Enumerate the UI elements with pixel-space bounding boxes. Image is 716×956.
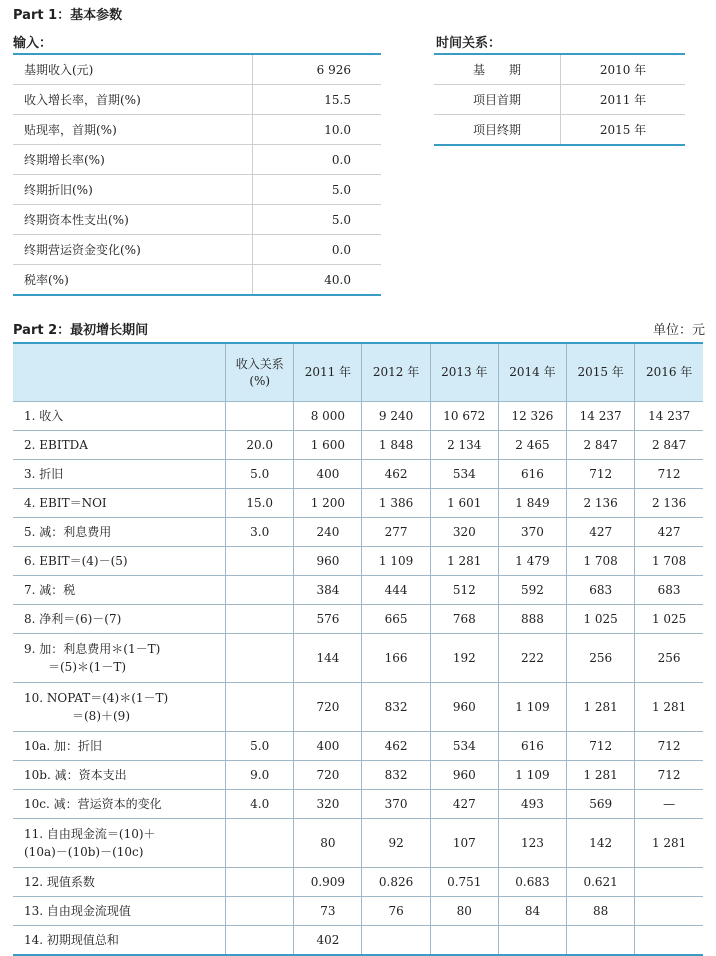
row-label-line1: 10c. 减：营运资本的变化: [24, 797, 162, 811]
row-relation: [226, 547, 294, 576]
time-row: [434, 54, 685, 85]
row-label-line1: 6. EBIT＝(4)－(5): [24, 554, 128, 568]
row-label-line1: 10. NOPAT＝(4)＊(1－T): [24, 691, 169, 705]
row-value: 320: [430, 518, 498, 547]
row-value: 960: [294, 547, 362, 576]
header-year: 2014 年: [498, 343, 566, 402]
table-row: [13, 634, 703, 683]
input-row: [13, 54, 381, 85]
row-label: [13, 790, 226, 819]
row-label-line1: 4. EBIT＝NOI: [24, 496, 107, 510]
table-row: [13, 732, 703, 761]
row-value: 1 708: [635, 547, 703, 576]
row-value: 80: [430, 897, 498, 926]
row-relation: 20.0: [226, 431, 294, 460]
row-value: 534: [430, 732, 498, 761]
row-value: 1 601: [430, 489, 498, 518]
input-value: 15.5: [253, 85, 382, 115]
time-table: [434, 53, 685, 146]
row-label: [13, 576, 226, 605]
row-value: 2 134: [430, 431, 498, 460]
table-row: [13, 402, 703, 431]
row-label-line1: 3. 折旧: [24, 467, 64, 481]
row-relation: [226, 634, 294, 683]
input-row: [13, 235, 381, 265]
row-value: 320: [294, 790, 362, 819]
row-label: [13, 926, 226, 956]
row-relation: [226, 576, 294, 605]
row-value: 0.826: [362, 868, 430, 897]
row-label: [13, 732, 226, 761]
row-value: 1 848: [362, 431, 430, 460]
row-value: 1 708: [567, 547, 635, 576]
input-row: [13, 145, 381, 175]
row-value: 107: [430, 819, 498, 868]
row-value: 427: [635, 518, 703, 547]
row-label-line1: 14. 初期现值总和: [24, 933, 119, 947]
row-value: 166: [362, 634, 430, 683]
row-value: 14 237: [635, 402, 703, 431]
input-row: [13, 205, 381, 235]
input-value: 40.0: [253, 265, 382, 296]
row-label: [13, 402, 226, 431]
row-value: 683: [567, 576, 635, 605]
row-relation: 15.0: [226, 489, 294, 518]
row-label-line2: ＝(8)＋(9): [24, 709, 130, 723]
table-row: [13, 576, 703, 605]
row-value: 73: [294, 897, 362, 926]
table-row: [13, 518, 703, 547]
row-value: 0.621: [567, 868, 635, 897]
row-label-line1: 10a. 加：折旧: [24, 739, 103, 753]
unit-label: 单位：元: [652, 323, 705, 338]
header-relation: [226, 343, 294, 402]
row-relation: 3.0: [226, 518, 294, 547]
header-relation-line2: (%): [249, 373, 271, 388]
row-label-line1: 7. 减：税: [24, 583, 76, 597]
row-value: [635, 926, 703, 956]
input-value: 0.0: [253, 235, 382, 265]
row-label-line1: 1. 收入: [24, 409, 64, 423]
row-label: [13, 819, 226, 868]
row-value: [362, 926, 430, 956]
row-value: 1 281: [635, 819, 703, 868]
input-value: 10.0: [253, 115, 382, 145]
row-value: 1 281: [430, 547, 498, 576]
row-label: [13, 460, 226, 489]
input-table: [13, 53, 381, 296]
row-value: 88: [567, 897, 635, 926]
time-value: 2015 年: [561, 115, 686, 146]
row-value: 92: [362, 819, 430, 868]
part1-title: Part 1：基本参数: [13, 8, 123, 23]
input-value: 0.0: [253, 145, 382, 175]
row-value: 712: [567, 460, 635, 489]
input-row: [13, 115, 381, 145]
row-value: [567, 926, 635, 956]
row-label: [13, 431, 226, 460]
row-label-line2: ＝(5)＊(1－T): [24, 660, 127, 674]
time-value: 2010 年: [561, 54, 686, 85]
row-label-line1: 8. 净利＝(6)－(7): [24, 612, 122, 626]
table-row: [13, 926, 703, 956]
row-value: 665: [362, 605, 430, 634]
row-value: 1 281: [567, 761, 635, 790]
row-value: 1 281: [567, 683, 635, 732]
table-row: [13, 868, 703, 897]
row-label-line1: 5. 减：利息费用: [24, 525, 112, 539]
row-value: 84: [498, 897, 566, 926]
row-value: 1 109: [362, 547, 430, 576]
header-year: 2013 年: [430, 343, 498, 402]
table-row: [13, 790, 703, 819]
row-value: 1 109: [498, 761, 566, 790]
row-value: 534: [430, 460, 498, 489]
part2-title: Part 2：最初增长期间: [13, 323, 149, 338]
row-value: 14 237: [567, 402, 635, 431]
input-label: 终期营运资金变化(%): [13, 235, 253, 265]
row-value: 462: [362, 732, 430, 761]
row-value: 427: [567, 518, 635, 547]
row-label: [13, 547, 226, 576]
row-label-line1: 9. 加：利息费用＊(1－T): [24, 642, 161, 656]
input-row: [13, 265, 381, 296]
row-value: 370: [498, 518, 566, 547]
row-value: 256: [567, 634, 635, 683]
row-label: [13, 489, 226, 518]
row-value: 0.683: [498, 868, 566, 897]
row-value: 616: [498, 460, 566, 489]
row-label: [13, 605, 226, 634]
cash-flow-table: [13, 342, 703, 956]
row-value: 1 849: [498, 489, 566, 518]
row-value: 2 136: [567, 489, 635, 518]
row-value: 402: [294, 926, 362, 956]
row-value: 888: [498, 605, 566, 634]
row-value: 384: [294, 576, 362, 605]
input-row: [13, 85, 381, 115]
row-relation: [226, 819, 294, 868]
row-value: 616: [498, 732, 566, 761]
time-value: 2011 年: [561, 85, 686, 115]
row-value: 683: [635, 576, 703, 605]
input-row: [13, 175, 381, 205]
row-value: 832: [362, 761, 430, 790]
row-relation: [226, 868, 294, 897]
row-relation: [226, 605, 294, 634]
input-label: 收入增长率，首期(%): [13, 85, 253, 115]
row-relation: 9.0: [226, 761, 294, 790]
row-value: [635, 897, 703, 926]
row-value: 0.751: [430, 868, 498, 897]
input-value: 5.0: [253, 205, 382, 235]
row-value: 832: [362, 683, 430, 732]
input-label: 终期资本性支出(%): [13, 205, 253, 235]
row-value: [498, 926, 566, 956]
row-value: 712: [635, 460, 703, 489]
time-row: [434, 115, 685, 146]
table-row: [13, 605, 703, 634]
row-label: [13, 761, 226, 790]
table-row: [13, 897, 703, 926]
row-value: 1 025: [635, 605, 703, 634]
row-value: 80: [294, 819, 362, 868]
row-value: 142: [567, 819, 635, 868]
input-value: 5.0: [253, 175, 382, 205]
header-year: 2016 年: [635, 343, 703, 402]
row-relation: 5.0: [226, 732, 294, 761]
input-value: 6 926: [253, 54, 382, 85]
input-label: 基期收入(元): [13, 54, 253, 85]
row-value: 12 326: [498, 402, 566, 431]
row-value: 76: [362, 897, 430, 926]
row-label-line1: 2. EBITDA: [24, 438, 88, 452]
row-value: —: [635, 790, 703, 819]
row-value: 512: [430, 576, 498, 605]
row-value: 1 025: [567, 605, 635, 634]
row-value: 1 200: [294, 489, 362, 518]
row-label: [13, 518, 226, 547]
row-value: 444: [362, 576, 430, 605]
input-label: 贴现率，首期(%): [13, 115, 253, 145]
row-value: 576: [294, 605, 362, 634]
row-label: [13, 868, 226, 897]
row-value: 222: [498, 634, 566, 683]
row-value: 462: [362, 460, 430, 489]
row-value: 712: [635, 761, 703, 790]
row-relation: [226, 897, 294, 926]
row-value: 569: [567, 790, 635, 819]
row-relation: 5.0: [226, 460, 294, 489]
row-relation: [226, 683, 294, 732]
row-value: 256: [635, 634, 703, 683]
row-value: 0.909: [294, 868, 362, 897]
row-value: 592: [498, 576, 566, 605]
row-value: 400: [294, 460, 362, 489]
row-label-line1: 10b. 减：资本支出: [24, 768, 127, 782]
row-value: 960: [430, 761, 498, 790]
input-label: 税率(%): [24, 273, 69, 287]
row-label: [13, 683, 226, 732]
time-row: [434, 85, 685, 115]
input-label: 终期增长率(%): [13, 145, 253, 175]
input-heading: 输入：: [13, 36, 53, 51]
time-heading: 时间关系：: [436, 36, 502, 51]
row-value: 768: [430, 605, 498, 634]
time-label: 项目首期: [434, 85, 561, 115]
table-row: [13, 489, 703, 518]
row-value: 493: [498, 790, 566, 819]
row-value: [635, 868, 703, 897]
row-value: 960: [430, 683, 498, 732]
row-value: 1 479: [498, 547, 566, 576]
table-row: [13, 761, 703, 790]
row-label: [13, 634, 226, 683]
row-value: 240: [294, 518, 362, 547]
row-value: 370: [362, 790, 430, 819]
row-value: 720: [294, 683, 362, 732]
table-row: [13, 431, 703, 460]
row-value: 8 000: [294, 402, 362, 431]
row-relation: 4.0: [226, 790, 294, 819]
header-year: 2011 年: [294, 343, 362, 402]
row-value: 720: [294, 761, 362, 790]
header-year: 2015 年: [567, 343, 635, 402]
row-value: 1 281: [635, 683, 703, 732]
row-value: 192: [430, 634, 498, 683]
row-label-line1: 12. 现值系数: [24, 875, 95, 889]
header-relation-line1: 收入关系: [235, 356, 284, 371]
row-label-line2: (10a)－(10b)－(10c): [24, 845, 144, 859]
row-value: 277: [362, 518, 430, 547]
row-value: 1 386: [362, 489, 430, 518]
row-value: 123: [498, 819, 566, 868]
time-label: 项目终期: [472, 123, 521, 137]
row-label-line1: 11. 自由现金流＝(10)＋: [24, 827, 156, 841]
input-label: 终期折旧(%): [13, 175, 253, 205]
row-value: 2 847: [567, 431, 635, 460]
table-row: [13, 683, 703, 732]
row-value: 144: [294, 634, 362, 683]
row-label-line1: 13. 自由现金流现值: [24, 904, 131, 918]
row-value: 2 465: [498, 431, 566, 460]
row-value: 2 847: [635, 431, 703, 460]
row-value: 712: [567, 732, 635, 761]
row-relation: [226, 926, 294, 956]
table-row: [13, 819, 703, 868]
row-relation: [226, 402, 294, 431]
row-value: 1 600: [294, 431, 362, 460]
row-value: 712: [635, 732, 703, 761]
row-value: 10 672: [430, 402, 498, 431]
row-value: 427: [430, 790, 498, 819]
table-row: [13, 460, 703, 489]
time-label: 基 期: [434, 54, 561, 85]
row-value: [430, 926, 498, 956]
header-row: [13, 343, 703, 402]
row-value: 1 109: [498, 683, 566, 732]
row-value: 9 240: [362, 402, 430, 431]
table-row: [13, 547, 703, 576]
row-value: 2 136: [635, 489, 703, 518]
row-value: 400: [294, 732, 362, 761]
header-year: 2012 年: [362, 343, 430, 402]
header-blank: [13, 343, 226, 402]
row-label: [13, 897, 226, 926]
